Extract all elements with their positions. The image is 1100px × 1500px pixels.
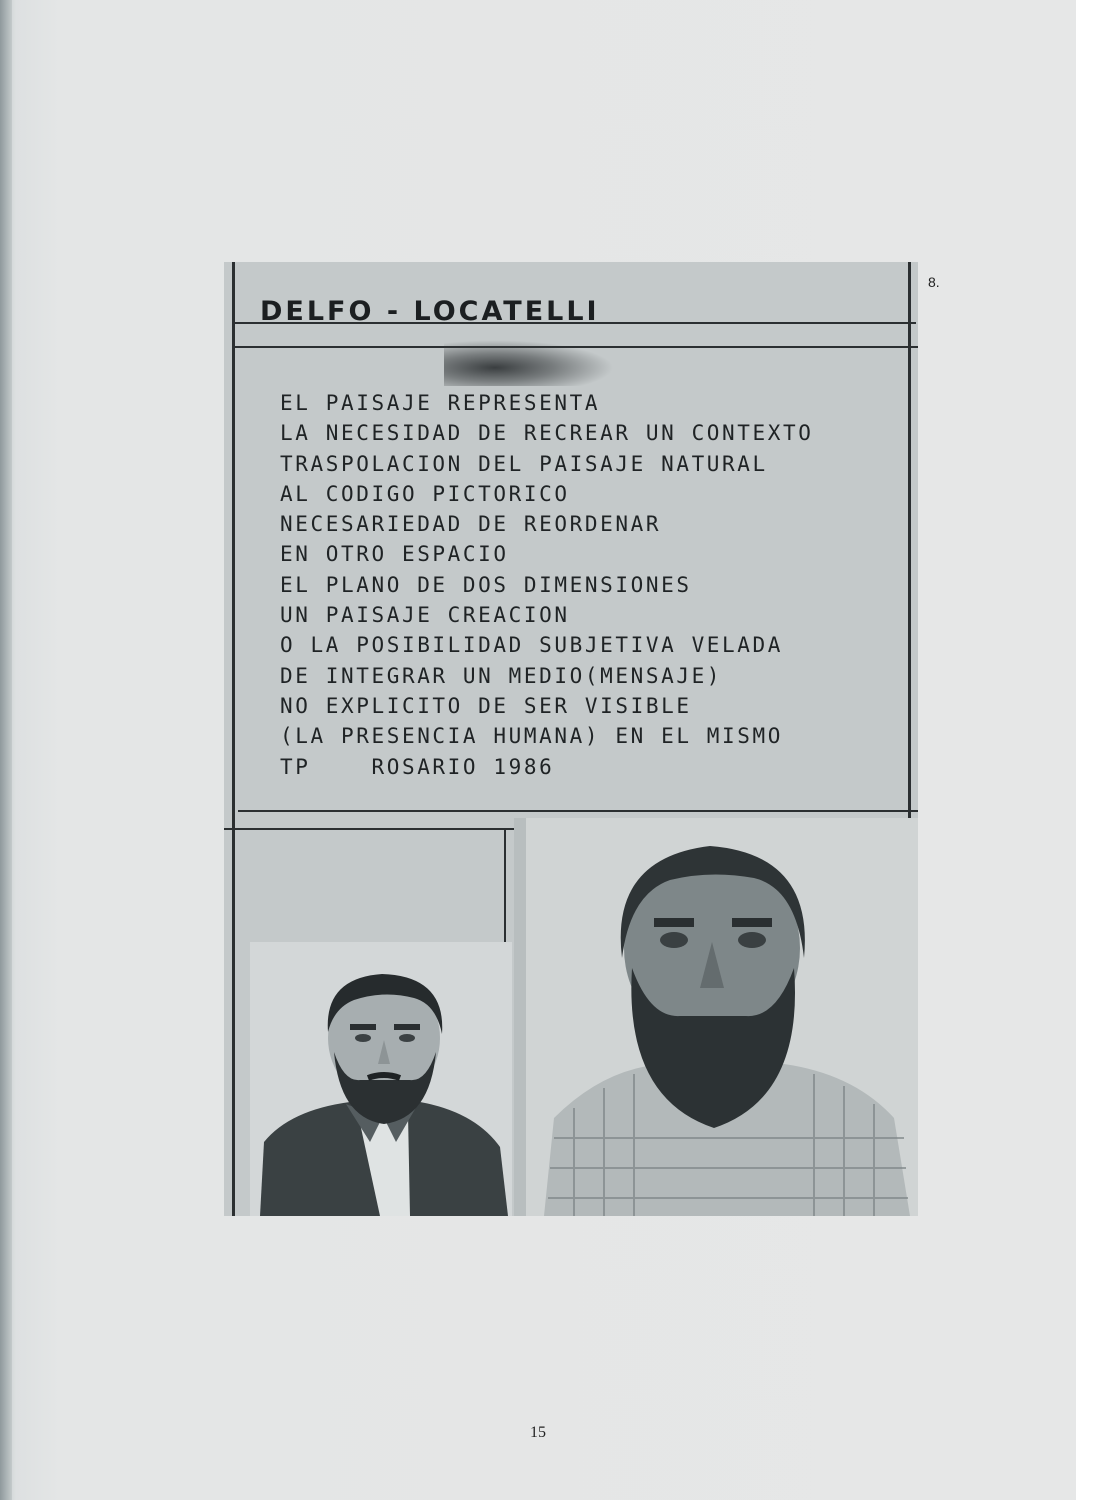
frame-line-divider <box>504 828 506 944</box>
statement-line: EL PLANO DE DOS DIMENSIONES <box>280 572 692 597</box>
statement-line: O LA POSIBILIDAD SUBJETIVA VELADA <box>280 633 784 658</box>
statement-line: DE INTEGRAR UN MEDIO(MENSAJE) <box>280 663 723 688</box>
statement-line: EN OTRO ESPACIO <box>280 542 509 567</box>
ink-smudge <box>444 340 614 386</box>
statement-line: AL CODIGO PICTORICO <box>280 481 570 506</box>
frame-line-left <box>232 262 235 1216</box>
document-photo <box>224 262 918 1216</box>
statement-line: EL PAISAJE REPRESENTA <box>280 391 601 415</box>
typed-statement <box>280 388 814 782</box>
portrait-photo-right <box>514 818 918 1216</box>
frame-line-right <box>908 262 911 818</box>
statement-line: TP ROSARIO 1986 <box>280 754 555 779</box>
artist-heading: DELFO - LOCATELLI <box>260 296 600 327</box>
statement-line: NECESARIEDAD DE REORDENAR <box>280 512 662 537</box>
figure-label: 8. <box>928 274 940 290</box>
statement-line: TRASPOLACION DEL PAISAJE NATURAL <box>280 451 768 476</box>
statement-line: (LA PRESENCIA HUMANA) EN EL MISMO <box>280 724 784 749</box>
statement-line: NO EXPLICITO DE SER VISIBLE <box>280 693 692 718</box>
statement-line: LA NECESIDAD DE RECREAR UN CONTEXTO <box>280 421 814 446</box>
statement-line: UN PAISAJE CREACION <box>280 603 570 628</box>
portrait-photo-left <box>250 942 512 1216</box>
portrait-left-illustration <box>250 942 512 1216</box>
page-number: 15 <box>530 1424 546 1441</box>
portrait-right-illustration <box>514 818 918 1216</box>
frame-line-textbox-bottom <box>238 810 918 812</box>
page-gutter <box>0 0 12 1500</box>
